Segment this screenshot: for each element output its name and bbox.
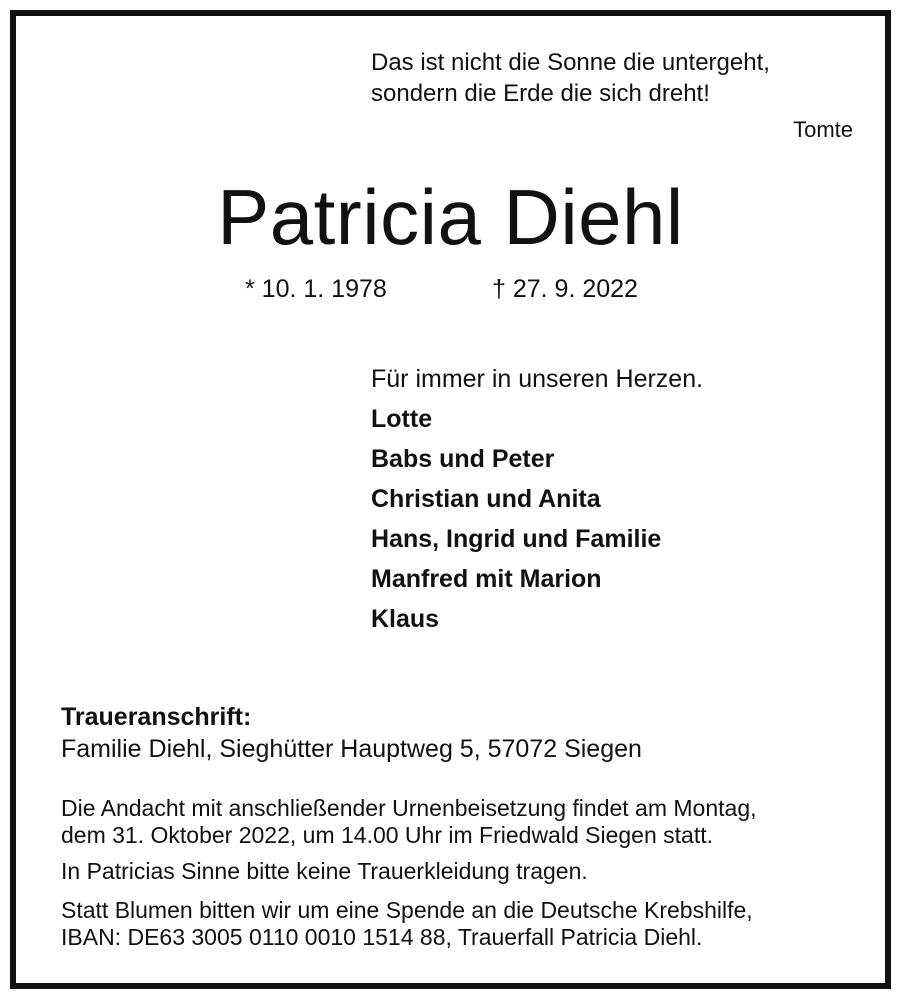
ceremony-notice-line-2: dem 31. Oktober 2022, um 14.00 Uhr im Friedwald Siegen statt. [61,822,713,848]
mourner-name: Lotte [371,405,433,433]
mourner-name: Hans, Ingrid und Familie [371,525,662,553]
quote-line-2: sondern die Erde die sich dreht! [371,80,710,107]
mourner-name: Klaus [371,605,440,633]
obituary-frame [10,10,891,989]
address-text: Familie Diehl, Sieghütter Hauptweg 5, 57072 Siegen [61,735,642,763]
ceremony-notice-line-1: Die Andacht mit anschließender Urnenbeisetzung findet am Montag, [61,795,757,821]
birth-date: * 10. 1. 1978 [245,275,387,303]
death-date: † 27. 9. 2022 [492,275,638,303]
mourner-name: Manfred mit Marion [371,565,602,593]
mourner-name: Christian und Anita [371,485,601,513]
donation-notice-line-1: Statt Blumen bitten wir um eine Spende an die Deutsche Krebshilfe, [61,897,753,923]
dedication: Für immer in unseren Herzen. [371,365,704,393]
quote-author: Tomte [793,117,853,142]
deceased-name: Patricia Diehl [217,173,684,261]
mourner-name: Babs und Peter [371,445,555,473]
donation-notice-line-2: IBAN: DE63 3005 0110 0010 1514 88, Trauerfall Patricia Diehl. [61,924,703,950]
quote-line-1: Das ist nicht die Sonne die untergeht, [371,49,770,76]
dress-code-notice: In Patricias Sinne bitte keine Trauerkleidung tragen. [61,858,588,884]
address-heading: Traueranschrift: [61,703,252,731]
